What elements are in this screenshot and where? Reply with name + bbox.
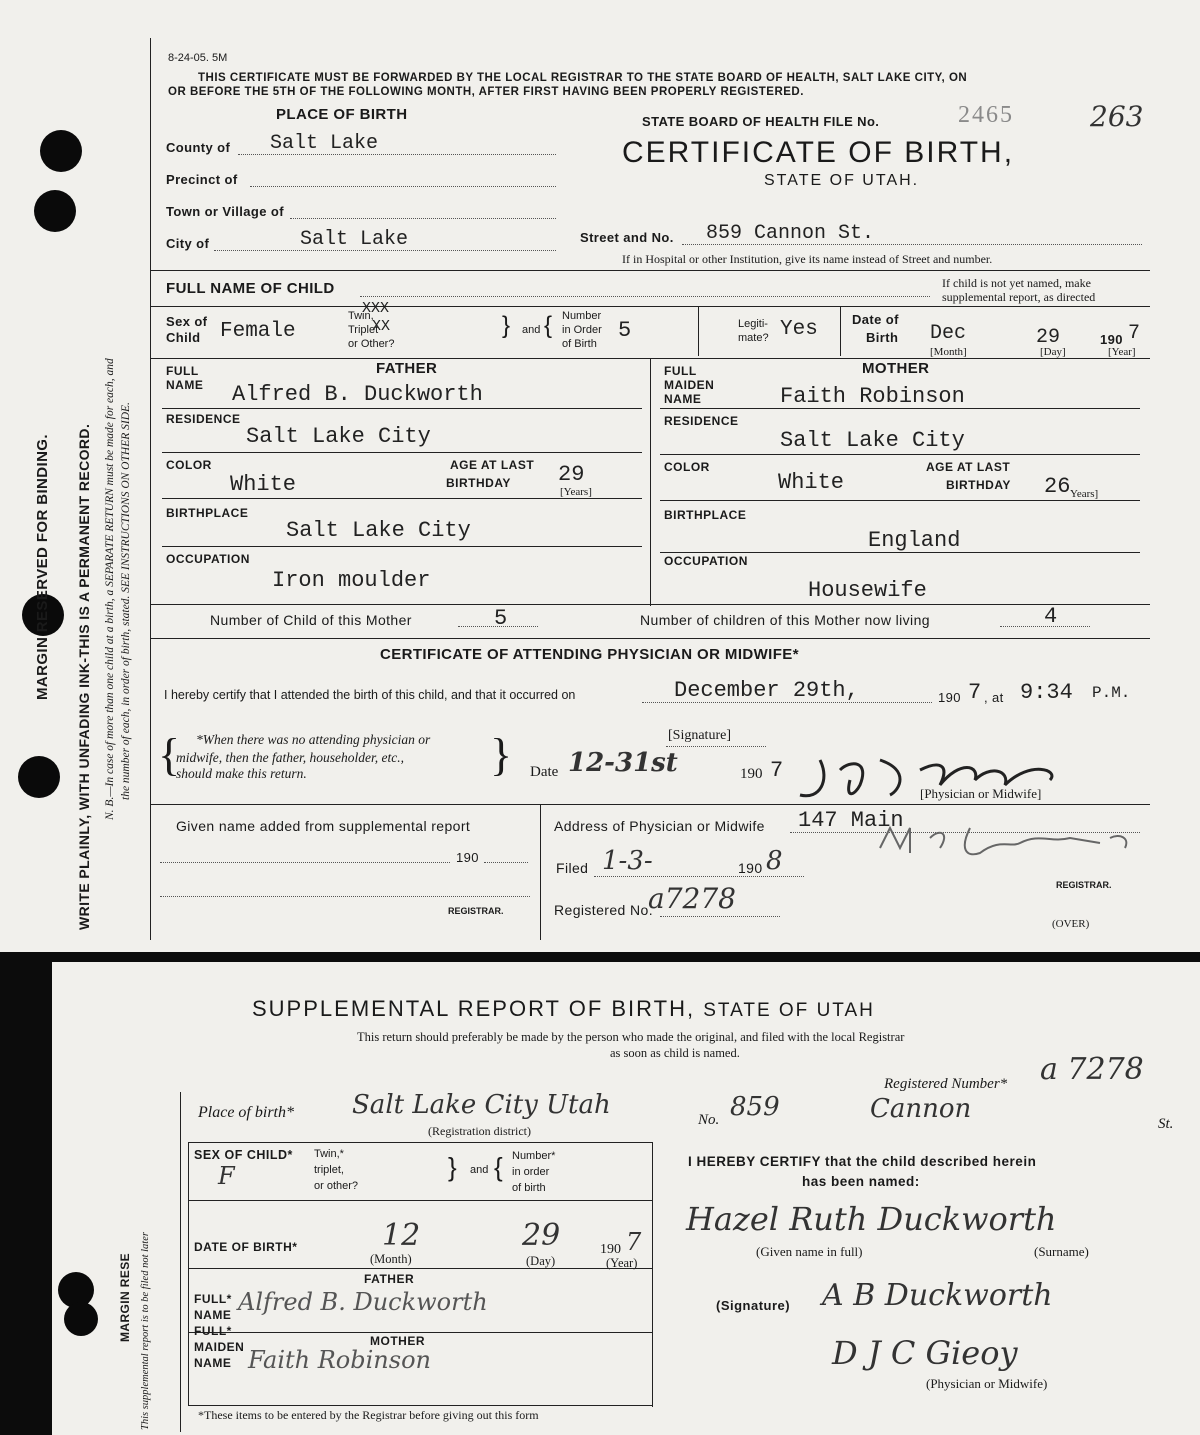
order-label-2: in Order: [562, 324, 602, 336]
sex-label-2: Child: [166, 330, 201, 345]
mother-full-label-3: NAME: [664, 392, 702, 406]
dob-month: Dec: [930, 322, 967, 345]
supp-twin-label-3: or other?: [314, 1180, 359, 1192]
not-named-note-2: supplemental report, as directed: [942, 290, 1096, 304]
at-label: , at: [984, 690, 1004, 705]
supp-number: 859: [730, 1092, 780, 1122]
filed-year-suffix: 8: [766, 846, 783, 876]
father-full-label-2: NAME: [166, 378, 204, 392]
birth-year-suffix: 7: [968, 680, 982, 705]
sex-value: Female: [220, 320, 296, 343]
mother-heading: MOTHER: [862, 360, 930, 377]
supp-surname-label: (Surname): [1034, 1244, 1089, 1259]
twin-value-1: XXX: [362, 300, 390, 317]
physician-note-1: *When there was no attending physician or: [196, 732, 431, 747]
father-years-label: [Years]: [560, 486, 592, 498]
supp-father-name: Alfred B. Duckworth: [238, 1288, 488, 1316]
supp-signature: A B Duckworth: [822, 1278, 1053, 1313]
supp-side-note: This supplemental report is to be filed not later: [140, 1232, 151, 1430]
living-number: 4: [1044, 604, 1058, 629]
supp-given-label: (Given name in full): [756, 1244, 863, 1259]
physician-midwife-label: [Physician or Midwife]: [920, 786, 1042, 801]
address-label: Address of Physician or Midwife: [554, 818, 765, 834]
supp-dob-day: 29: [522, 1218, 561, 1253]
dob-year-prefix: 190: [1100, 332, 1123, 347]
mother-age: 26: [1044, 474, 1071, 499]
supp-physician-label: (Physician or Midwife): [926, 1376, 1048, 1391]
dob-day: 29: [1036, 326, 1061, 349]
mother-age-label-2: BIRTHDAY: [946, 478, 1011, 492]
supp-mother-label-2: MAIDEN: [194, 1340, 245, 1354]
supp-signature-label: (Signature): [716, 1298, 791, 1313]
physician-address: 147 Main: [798, 808, 904, 833]
supp-intro-2: as soon as child is named.: [610, 1046, 740, 1060]
mother-residence: Salt Lake City: [780, 428, 965, 453]
supp-sex-label: SEX OF CHILD*: [194, 1148, 293, 1162]
supp-father-label-1: FULL*: [194, 1292, 232, 1306]
supp-mother-label-1: FULL*: [194, 1324, 232, 1338]
supp-mother-heading: MOTHER: [370, 1334, 425, 1348]
town-label: Town or Village of: [166, 204, 284, 219]
certify-text: I hereby certify that I attended the birth of this child, and that it occurred on: [164, 688, 576, 702]
mother-occupation: Housewife: [808, 578, 927, 603]
dob-label-1: Date of: [852, 312, 899, 327]
mother-name: Faith Robinson: [780, 384, 965, 409]
given-year-prefix: 190: [456, 850, 479, 865]
registered-value: a7278: [648, 882, 736, 915]
supplemental-report: MARGIN RESE This supplemental report is to be filed not later SUPPLEMENTAL REPORT OF BIRTH, STATE OF UTAH This return should preferably be made by the person who made the original, and filed with the local Registrar as soon as child is named. Registered Number* a 7278 Place of birth* Salt Lake City Utah (Registration district) No. 859 Cannon St. SEX OF CHILD* F Twin,* triplet, or other? } and { Number* in order of birth DATE OF BIRTH* 12 29 190 7 (Month) (Day) (Year) FATHER FULL* NAME Alfred B. Duckworth MOTHER FULL* MAIDEN NAME Faith Robinson *These items to be entered by the Registrar before giving out this form I HEREBY CERTIFY that the child described herein has been named: Hazel Ruth Duckworth (Given name in full) (Surname) (Signature) A B Duckworth D J C Gieoy (Physician or Midwife): [52, 962, 1200, 1435]
supp-district-label: (Registration district): [428, 1124, 531, 1138]
mother-birthplace: England: [868, 528, 961, 553]
supp-margin-binding: MARGIN RESE: [118, 1252, 132, 1342]
physician-note-3: should make this return.: [176, 766, 307, 781]
father-occupation: Iron moulder: [272, 568, 431, 593]
supp-and-label: and: [470, 1164, 489, 1176]
mother-years-label: Years]: [1070, 488, 1099, 500]
supp-title-main: SUPPLEMENTAL REPORT OF BIRTH,: [252, 996, 696, 1021]
father-full-label-1: FULL: [166, 364, 199, 378]
signed-date: 12-31st: [568, 748, 678, 778]
order-label-3: of Birth: [562, 338, 597, 350]
father-occupation-label: OCCUPATION: [166, 552, 250, 566]
supp-place-label: Place of birth*: [198, 1104, 294, 1121]
day-label: [Day]: [1040, 346, 1066, 358]
mother-full-label-1: FULL: [664, 364, 697, 378]
twin-value-2: XX: [372, 318, 391, 335]
supp-dob-year-prefix: 190: [600, 1242, 621, 1257]
legit-label-1: Legiti-: [738, 318, 768, 330]
hospital-note: If in Hospital or other Institution, give its name instead of Street and number.: [622, 252, 993, 266]
twin-label-3: or Other?: [348, 338, 395, 350]
supp-father-label-2: NAME: [194, 1308, 232, 1322]
binding-hole: [18, 756, 60, 798]
supp-twin-label-1: Twin,*: [314, 1148, 344, 1160]
supp-child-name: Hazel Ruth Duckworth: [686, 1200, 1057, 1238]
living-label: Number of children of this Mother now living: [640, 612, 930, 628]
twin-label-1: Twin,: [348, 310, 374, 322]
supp-order-label-2: in order: [512, 1166, 550, 1178]
supp-dob-label: DATE OF BIRTH*: [194, 1240, 298, 1254]
father-birthplace: Salt Lake City: [286, 518, 471, 543]
child-number-label: Number of Child of this Mother: [210, 612, 412, 628]
not-named-note-1: If child is not yet named, make: [942, 276, 1091, 290]
and-label: and: [522, 324, 541, 336]
supp-street: Cannon: [870, 1094, 972, 1124]
county-value: Salt Lake: [270, 132, 379, 155]
form-code: 8-24-05. 5M: [168, 52, 228, 64]
supp-twin-label-2: triplet,: [314, 1164, 344, 1176]
legit-label-2: mate?: [738, 332, 769, 344]
supp-registered-value: a 7278: [1040, 1052, 1144, 1087]
registrar-signature-mark: [870, 808, 1140, 868]
mother-occupation-label: OCCUPATION: [664, 554, 748, 568]
given-name-label: Given name added from supplemental report: [176, 818, 471, 834]
supp-day-label: (Day): [526, 1254, 556, 1268]
filed-year-prefix: 190: [738, 860, 763, 876]
mother-color-label: COLOR: [664, 460, 710, 474]
supp-place-value: Salt Lake City Utah: [352, 1090, 611, 1120]
father-heading: FATHER: [376, 360, 438, 377]
mother-full-label-2: MAIDEN: [664, 378, 715, 392]
supp-physician-signature: D J C Gieoy: [832, 1334, 1018, 1372]
father-birthplace-label: BIRTHPLACE: [166, 506, 249, 520]
father-color: White: [230, 472, 297, 497]
order-label-1: Number: [562, 310, 602, 322]
father-age: 29: [558, 462, 585, 487]
supp-order-label-3: of birth: [512, 1182, 546, 1194]
margin-permanent-text: WRITE PLAINLY, WITH UNFADING INK-THIS IS A PERMANENT RECORD.: [76, 423, 92, 930]
filed-value: 1-3-: [602, 846, 653, 876]
supp-sex-value: F: [218, 1162, 235, 1190]
father-residence: Salt Lake City: [246, 424, 431, 449]
mother-residence-label: RESIDENCE: [664, 414, 739, 428]
street-label: Street and No.: [580, 230, 674, 245]
birth-certificate: MARGIN RESERVED FOR BINDING. WRITE PLAINLY, WITH UNFADING INK-THIS IS A PERMANENT RECORD. N. B.—In case of more than one child at a birth, a SEPARATE RETURN must be made for each, and the number of each, in order of birth, stated. SEE INSTRUCTIONS ON OTHER SIDE. 8-24-05. 5M THIS CERTIFICATE MUST BE FORWARDED BY THE LOCAL REGISTRAR TO THE STATE BOARD OF HEALTH, SALT LAKE CITY, ON OR BEFORE THE 5TH OF THE FOLLOWING MONTH, AFTER FIRST HAVING BEEN PROPERLY REGISTERED. PLACE OF BIRTH County of Salt Lake Precinct of Town or Village of City of Salt Lake STATE BOARD OF HEALTH FILE No. 2465 263 CERTIFICATE OF BIRTH, STATE OF UTAH. Street and No. 859 Cannon St. If in Hospital or other Institution, give its name instead of Street and number. FULL NAME OF CHILD If child is not yet named, make supplemental report, as directed Sex of Child Female Twin, Triplet or Other? XXX XX } and { Number in Order of Birth 5 Legiti- mate? Yes Date of Birth Dec 29 190 7 [Month] [Day] [Year] FATHER MOTHER FULL NAME Alfred B. Duckworth FULL MAIDEN NAME Faith Robinson RESIDENCE Salt Lake City RESIDENCE Salt Lake City COLOR White AGE AT LAST BIRTHDAY 29 [Years] COLOR White AGE AT LAST BIRTHDAY 26 Years] BIRTHPLACE Salt Lake City BIRTHPLACE England OCCUPATION Iron moulder OCCUPATION Housewife Number of Child of this Mother 5 Number of children of this Mother now living 4 CERTIFICATE OF ATTENDING PHYSICIAN OR MIDWIFE* I hereby certify that I attended the birth of this child, and that it occurred on December 29th, 190 7 , at 9:34 P.M. { *When there was no attending physician or midwife, then the father, householder, etc., should make this return. } [Signature] Date 12-31st 190 7 [Physician or Midwife] Given name added from supplemental report 190 REGISTRAR. Address of Physician or Midwife 147 Main Filed 1-3- 190 8 REGISTRAR. Registered No. a7278 (OVER): [0, 0, 1200, 952]
mother-color: White: [778, 470, 845, 495]
county-label: County of: [166, 140, 231, 155]
birth-ampm: P.M.: [1092, 684, 1131, 702]
file-hand-number: 263: [1090, 100, 1144, 133]
registrar-label-left: REGISTRAR.: [448, 906, 504, 916]
father-residence-label: RESIDENCE: [166, 412, 241, 426]
supp-dob-month: 12: [382, 1218, 421, 1253]
sex-label-1: Sex of: [166, 314, 208, 329]
father-name: Alfred B. Duckworth: [232, 382, 483, 407]
supp-year-label: (Year): [606, 1256, 638, 1270]
supp-father-heading: FATHER: [364, 1272, 415, 1286]
supp-mother-name: Faith Robinson: [248, 1346, 431, 1374]
street-value: 859 Cannon St.: [706, 222, 875, 245]
binding-hole: [64, 1302, 98, 1336]
signed-year-suffix: 7: [770, 758, 784, 783]
month-label: [Month]: [930, 346, 967, 358]
certificate-title: CERTIFICATE OF BIRTH,: [622, 136, 1015, 169]
mother-birthplace-label: BIRTHPLACE: [664, 508, 747, 522]
notice-line-1: THIS CERTIFICATE MUST BE FORWARDED BY THE LOCAL REGISTRAR TO THE STATE BOARD OF HEALTH, SALT LAKE CITY, ON: [198, 72, 968, 84]
binding-hole: [34, 190, 76, 232]
notice-line-2: OR BEFORE THE 5TH OF THE FOLLOWING MONTH, AFTER FIRST HAVING BEEN PROPERLY REGISTERED.: [168, 86, 804, 98]
year-label: [Year]: [1108, 346, 1136, 358]
twin-label-2: Triplet: [348, 324, 379, 336]
margin-binding-text: MARGIN RESERVED FOR BINDING.: [34, 434, 51, 700]
supp-month-label: (Month): [370, 1252, 412, 1266]
father-age-label-2: BIRTHDAY: [446, 476, 511, 490]
supp-title: [252, 996, 875, 1022]
order-value: 5: [618, 318, 632, 343]
supp-no-label: No.: [698, 1112, 720, 1128]
city-label: City of: [166, 236, 210, 251]
physician-heading: CERTIFICATE OF ATTENDING PHYSICIAN OR MIDWIFE*: [380, 646, 799, 663]
signed-year-prefix: 190: [740, 766, 763, 782]
physician-note-2: midwife, then the father, householder, etc.,: [176, 750, 404, 765]
binding-hole: [40, 130, 82, 172]
dob-year-suffix: 7: [1128, 322, 1141, 345]
birth-date-text: December 29th,: [674, 678, 859, 703]
margin-nb-text-1: N. B.—In case of more than one child at a birth, a SEPARATE RETURN must be made for each, and: [104, 358, 116, 820]
supp-certify-2: has been named:: [802, 1174, 920, 1189]
birth-time: 9:34: [1020, 680, 1073, 705]
registered-label: Registered No.: [554, 902, 653, 918]
file-number: 2465: [958, 102, 1014, 128]
margin-nb-text-2: the number of each, in order of birth, stated. SEE INSTRUCTIONS ON OTHER SIDE.: [120, 402, 132, 800]
over-label: (OVER): [1052, 918, 1090, 930]
full-name-label: FULL NAME OF CHILD: [166, 280, 335, 297]
sign-date-label: Date: [530, 764, 559, 780]
filed-label: Filed: [556, 860, 589, 876]
legit-value: Yes: [780, 318, 818, 341]
supp-title-state: STATE OF UTAH: [703, 1000, 875, 1021]
supp-intro-1: This return should preferably be made by the person who made the original, and filed with the local Registrar: [357, 1030, 905, 1044]
supp-mother-label-3: NAME: [194, 1356, 232, 1370]
file-label: STATE BOARD OF HEALTH FILE No.: [642, 114, 880, 129]
signature-label: [Signature]: [668, 728, 731, 743]
city-value: Salt Lake: [300, 228, 409, 251]
father-age-label-1: AGE AT LAST: [450, 458, 535, 472]
certificate-subtitle: STATE OF UTAH.: [764, 172, 920, 189]
supp-footnote: *These items to be entered by the Registrar before giving out this form: [198, 1408, 539, 1422]
precinct-label: Precinct of: [166, 172, 238, 187]
dob-label-2: Birth: [866, 330, 899, 345]
mother-age-label-1: AGE AT LAST: [926, 460, 1011, 474]
supp-certify-1: I HEREBY CERTIFY that the child described herein: [688, 1154, 1037, 1169]
child-number: 5: [494, 606, 508, 631]
registrar-label-right: REGISTRAR.: [1056, 880, 1112, 890]
supp-dob-year-suffix: 7: [626, 1228, 642, 1256]
supp-order-label-1: Number*: [512, 1150, 556, 1162]
supp-registered-label: Registered Number*: [884, 1076, 1008, 1092]
father-color-label: COLOR: [166, 458, 212, 472]
place-of-birth-heading: PLACE OF BIRTH: [276, 106, 408, 123]
birth-year-prefix: 190: [938, 690, 961, 705]
supp-st-label: St.: [1158, 1116, 1174, 1132]
